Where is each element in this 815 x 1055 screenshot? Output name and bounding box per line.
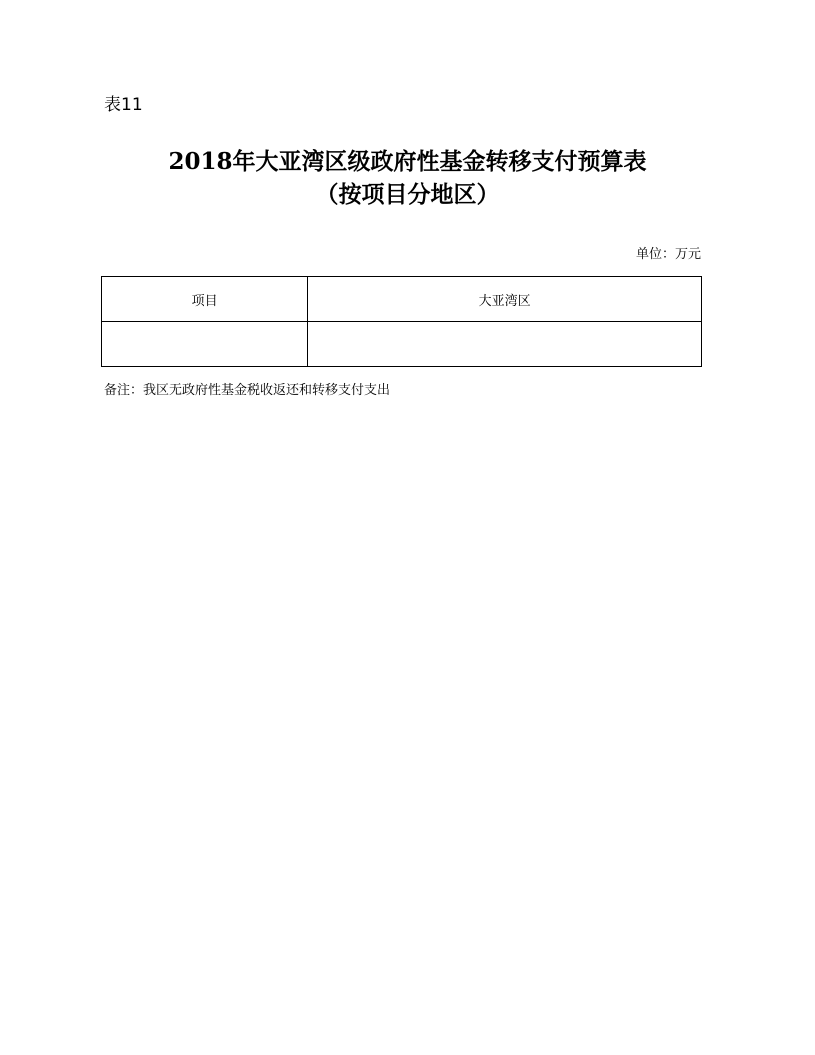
unit-label: 单位：万元	[635, 247, 701, 262]
document-title	[0, 146, 815, 211]
table-number: 表11	[104, 95, 143, 115]
budget-table	[101, 276, 702, 367]
cell-region	[308, 322, 702, 367]
title-subtitle: （按项目分地区）	[315, 181, 500, 208]
header-item: 项目	[102, 277, 308, 322]
note: 备注：我区无政府性基金税收返还和转移支付支出	[104, 383, 391, 398]
table-header-row	[102, 277, 702, 322]
table-row	[102, 322, 702, 367]
header-region: 大亚湾区	[308, 277, 702, 322]
title-main: 2018年大亚湾区级政府性基金转移支付预算表	[168, 148, 647, 175]
cell-item	[102, 322, 308, 367]
